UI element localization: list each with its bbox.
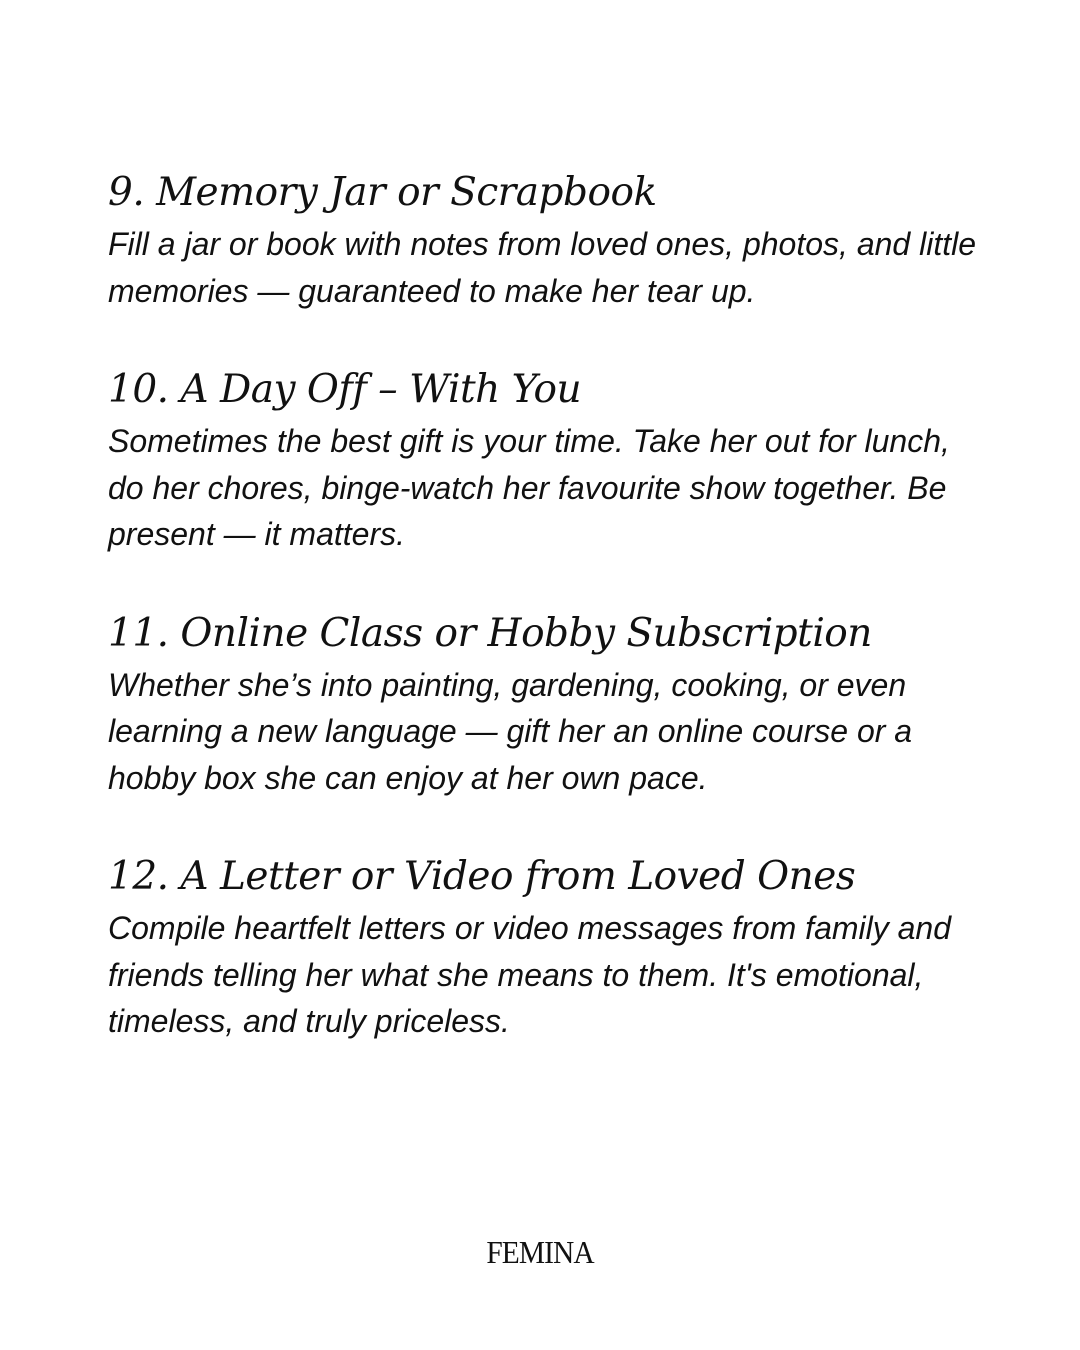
- item-description: Compile heartfelt letters or video messages from family and friends telling her what she means to them. It's emotional, timeless, and truly priceless.: [108, 910, 952, 1039]
- item-title: 10. A Day Off – With You: [108, 367, 582, 412]
- item-description: Whether she’s into painting, gardening, cooking, or even learning a new language — gift her an online course or a hobby box she can enjoy at her own pace.: [108, 666, 913, 796]
- list-item: [108, 165, 980, 314]
- list-item: [108, 849, 980, 1045]
- item-description: Sometimes the best gift is your time. Take her out for lunch, do her chores, binge-watch her favourite show together. Be present — it matters.: [108, 423, 950, 552]
- item-title: 12. A Letter or Video from Loved Ones: [108, 854, 856, 899]
- list-item: [108, 606, 980, 802]
- item-title: 9. Memory Jar or Scrapbook: [108, 170, 657, 215]
- item-title: 11. Online Class or Hobby Subscription: [108, 610, 872, 656]
- gift-list: [108, 165, 980, 1093]
- list-item: [108, 362, 980, 558]
- item-description: Fill a jar or book with notes from loved ones, photos, and little memories — guaranteed to make her tear up.: [108, 226, 976, 309]
- femina-logo: FEMINA: [486, 1234, 594, 1270]
